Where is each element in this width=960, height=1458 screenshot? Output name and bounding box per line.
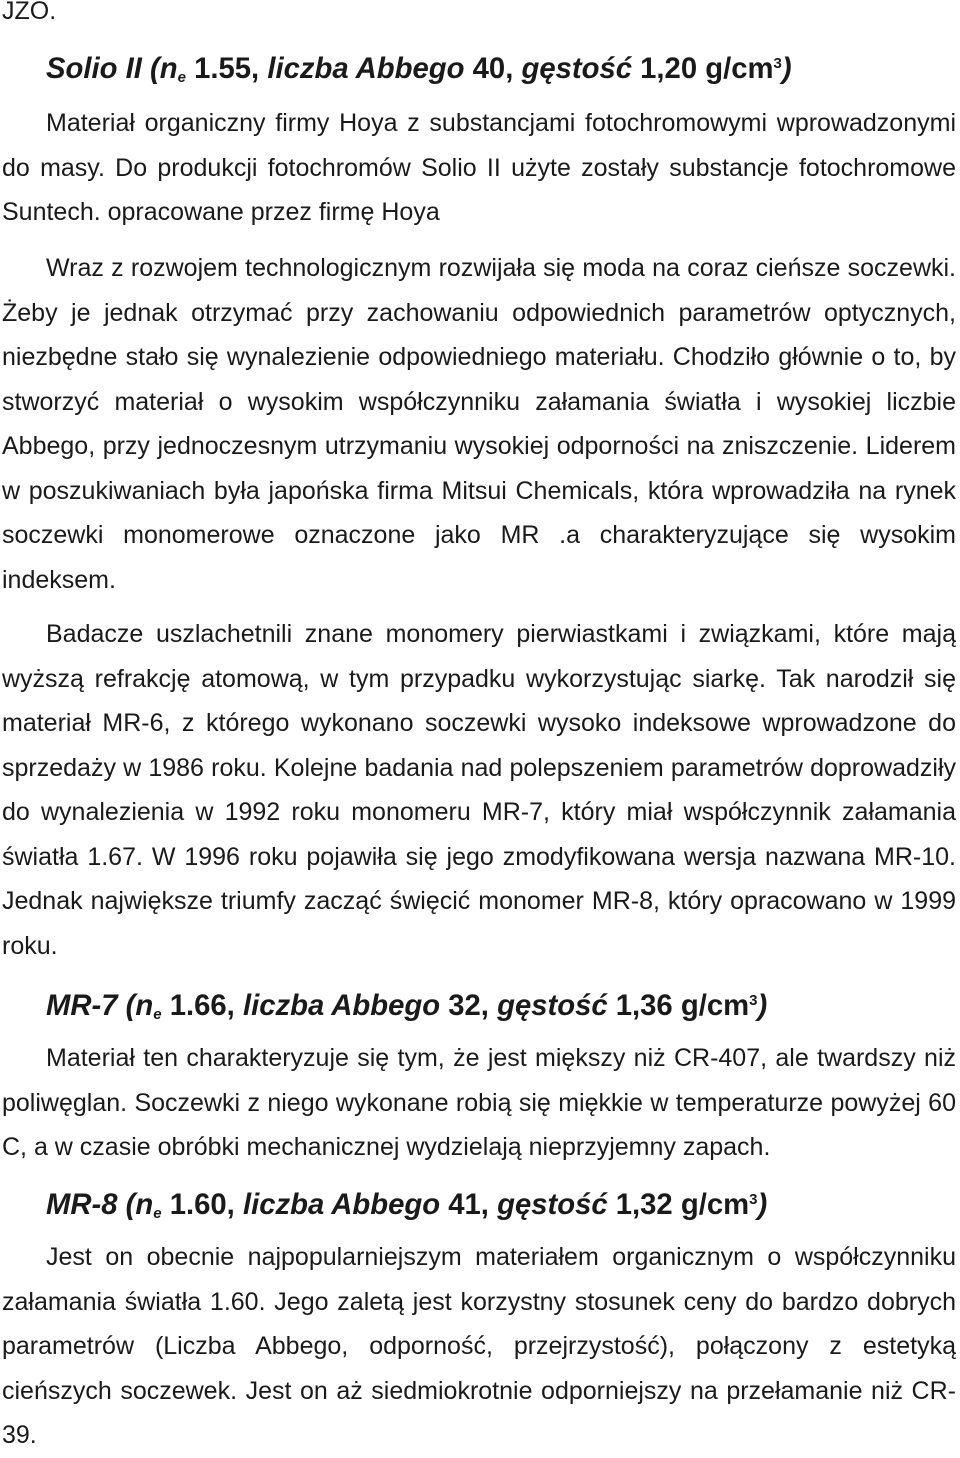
paragraph: Wraz z rozwojem technologicznym rozwijała się moda na coraz cieńsze soczewki. Żeby je jednak otrzymać przy zachowaniu odpowiednich parametrów optycznych, niezbędne stało się wynalezienie odpowiedniego materiału. Chodziło głównie o to, by stworzyć materiał o wysokim współczynniku załamania światła i wysokiej liczbie Abbego, przy jednoczesnym utrzymaniu wysokiej odporności na zniszczenie. Liderem w poszukiwaniach była japońska firma Mitsui Chemicals, która wprowadziła na rynek soczewki monomerowe oznaczone jako MR .a charakteryzujące się wysokim indeksem.	[2, 254, 956, 594]
section-heading-mr8: MR-8 ($n_e$ 1.60, liczba Abbego 41, gęstość 1,32 $g/cm^3$)	[46, 1189, 768, 1222]
paragraph: Materiał organiczny firmy Hoya z substancjami fotochromowymi wprowadzonymi do masy. Do produkcji fotochromów Solio II użyte zostały substancje fotochromowe Suntech. opracowane przez firmę Hoya	[2, 109, 956, 226]
paragraph: Jest on obecnie najpopularniejszym materiałem organicznym o współczynniku załamania światła 1.60. Jego zaletą jest korzystny stosunek ceny do bardzo dobrych parametrów (Liczba Abbego, odporność, przejrzystość), połączony z estetyką cieńszych soczewek. Jest on aż siedmiokrotnie odporniejszy na przełamanie niż CR-39.	[2, 1243, 956, 1449]
text-fragment: JZO.	[2, 0, 57, 25]
section-heading-mr7: MR-7 ($n_e$ 1.66, liczba Abbego 32, gęstość 1,36 $g/cm^3$)	[46, 990, 768, 1023]
paragraph: Badacze uszlachetnili znane monomery pierwiastkami i związkami, które mają wyższą refrakcję atomową, w tym przypadku wykorzystując siarkę. Tak narodził się materiał MR-6, z którego wykonano soczewki wysoko indeksowe wprowadzone do sprzedaży w 1986 roku. Kolejne badania nad polepszeniem parametrów doprowadziły do wynalezienia w 1992 roku monomeru MR-7, który miał współczynnik załamania światła 1.67. W 1996 roku pojawiła się jego zmodyfikowana wersja nazwana MR-10. Jednak największe triumfy zacząć święcić monomer MR-8, który opracowano w 1999 roku.	[2, 620, 956, 960]
paragraph: Materiał ten charakteryzuje się tym, że jest miększy niż CR-407, ale twardszy niż poliwęglan. Soczewki z niego wykonane robią się miękkie w temperaturze powyżej 60 C, a w czasie obróbki mechanicznej wydzielają nieprzyjemny zapach.	[2, 1044, 956, 1161]
section-heading-solio: Solio II ($n_e$ 1.55, liczba Abbego 40, gęstość 1,20 $g/cm^3$)	[46, 53, 792, 86]
